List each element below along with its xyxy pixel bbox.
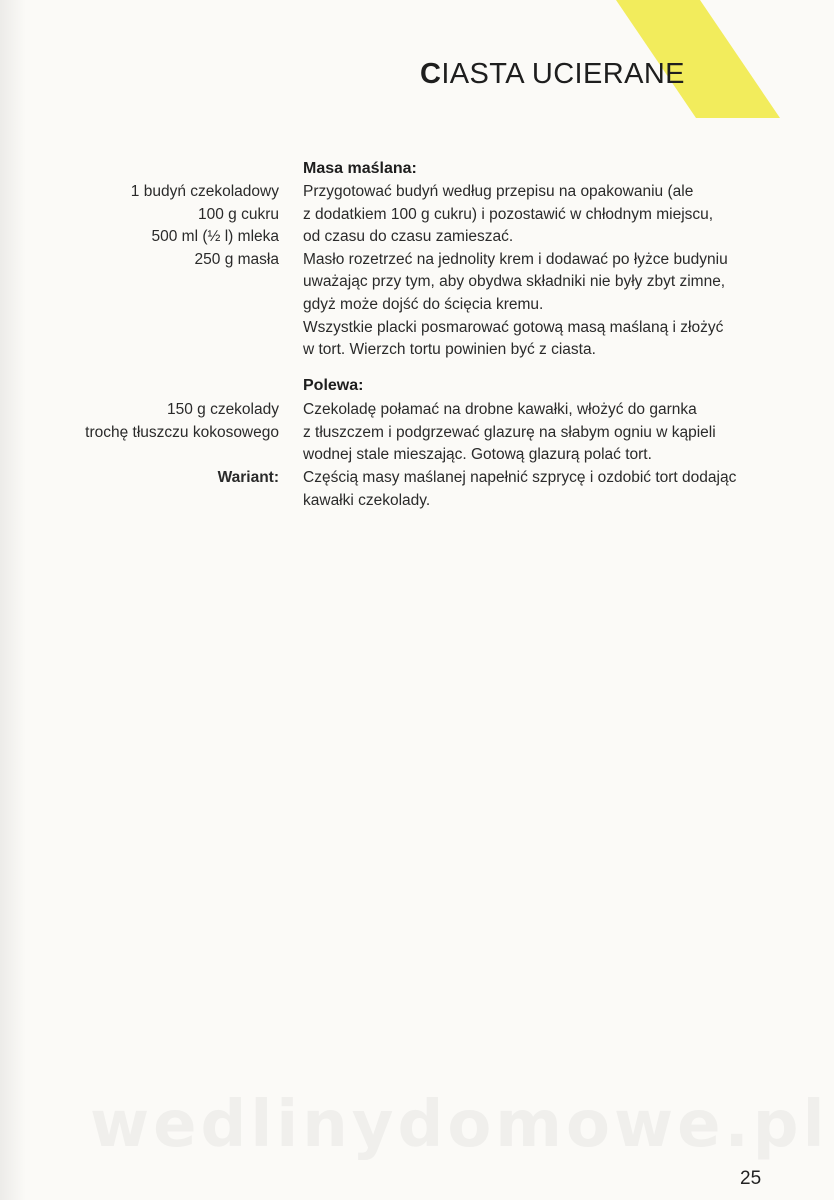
instruction-line: z tłuszczem i podgrzewać glazurę na słabym ogniu w kąpieli [303, 423, 716, 441]
polewa-instructions [303, 399, 783, 467]
yellow-corner-stripe [0, 0, 834, 200]
instruction-line: z dodatkiem 100 g cukru) i pozostawić w chłodnym miejscu, [303, 205, 714, 223]
instruction-line: uważając przy tym, aby obydwa składniki nie były zbyt zimne, [303, 273, 726, 291]
ingredient-item: 1 budyń czekoladowy [130, 183, 279, 200]
title-rest: IASTA UCIERANE [441, 58, 685, 90]
polewa-ingredients [85, 399, 279, 444]
instruction-line: Wszystkie placki posmarować gotową masą maślaną i złożyć [303, 318, 724, 336]
page-title [420, 58, 740, 91]
masa-heading: Masa maślana: [303, 160, 417, 177]
ingredient-item: 500 ml (½ l) mleka [151, 228, 279, 246]
instruction-line: Czekoladę połamać na drobne kawałki, włożyć do garnka [303, 401, 697, 418]
instruction-line: Przygotować budyń według przepisu na opakowaniu (ale [303, 183, 694, 200]
instruction-line: Częścią masy maślanej napełnić szprycę i ozdobić tort dodając [303, 469, 737, 486]
masa-ingredients [131, 181, 279, 271]
instruction-line: w tort. Wierzch tortu powinien być z ciasta. [303, 341, 596, 359]
ingredient-item: trochę tłuszczu kokosowego [85, 423, 279, 441]
instruction-line: kawałki czekolady. [303, 491, 431, 509]
title-initial: C [420, 58, 442, 90]
instruction-line: gdyż może dojść do ścięcia kremu. [303, 295, 544, 313]
polewa-heading: Polewa: [303, 377, 364, 394]
wariant-text [303, 467, 783, 512]
ingredient-item: 100 g cukru [198, 205, 279, 223]
masa-instructions [303, 181, 783, 362]
wariant-label: Wariant: [217, 469, 279, 486]
instruction-line: od czasu do czasu zamieszać. [303, 228, 514, 246]
instruction-line: Masło rozetrzeć na jednolity krem i dodawać po łyżce budyniu [303, 250, 728, 268]
watermark-text: wedlinydomowe.pl [90, 1088, 829, 1162]
page-number: 25 [740, 1168, 762, 1189]
instruction-line: wodnej stale mieszając. Gotową glazurą polać tort. [303, 446, 652, 464]
ingredient-item: 150 g czekolady [166, 401, 279, 418]
ingredient-item: 250 g masła [194, 250, 279, 268]
